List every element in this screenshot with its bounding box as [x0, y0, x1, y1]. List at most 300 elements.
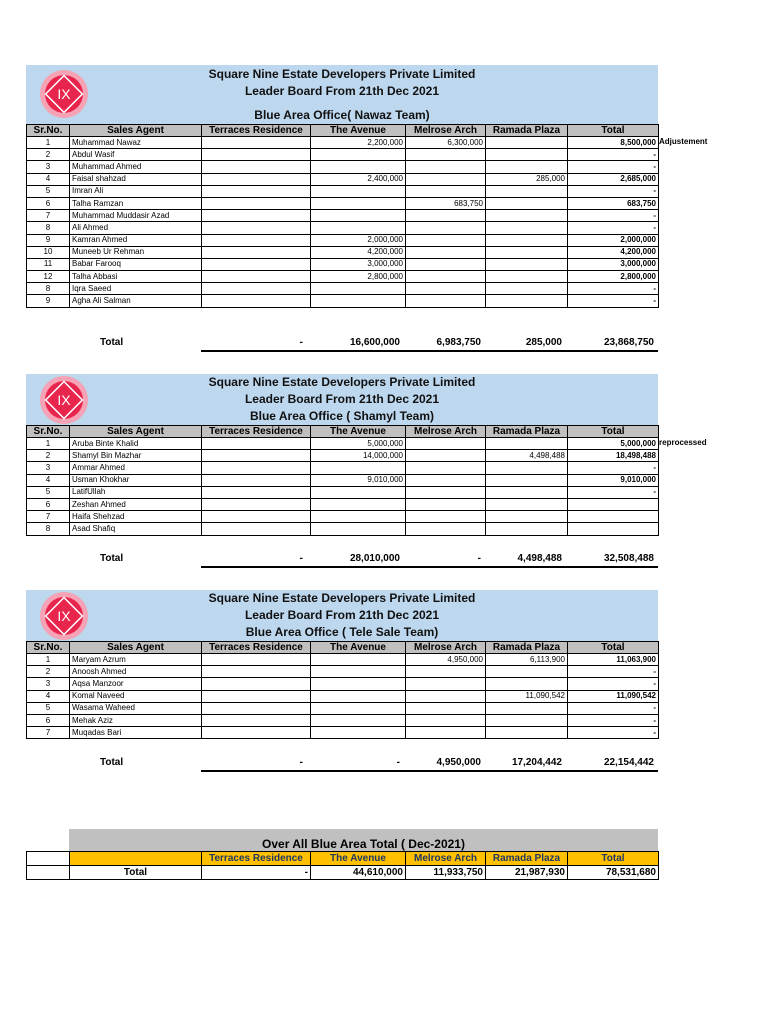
col-terraces: Terraces Residence — [202, 125, 311, 137]
ramada-cell — [486, 197, 568, 209]
terraces-cell — [202, 486, 311, 498]
row-note: Adjustement — [659, 137, 708, 146]
sr-cell: 7 — [27, 511, 70, 523]
ramada-cell — [486, 258, 568, 270]
sr-cell: 8 — [27, 222, 70, 234]
ramada-cell — [486, 474, 568, 486]
total-terraces: - — [299, 757, 303, 768]
ramada-cell — [486, 462, 568, 474]
section-header — [26, 65, 658, 124]
overall-total-label: Total — [70, 866, 202, 880]
column-header-row — [27, 125, 659, 137]
agent-row — [27, 702, 659, 714]
sr-cell: 8 — [27, 523, 70, 535]
sr-cell: 3 — [27, 161, 70, 173]
terraces-cell — [202, 137, 311, 149]
terraces-cell — [202, 523, 311, 535]
terraces-cell — [202, 222, 311, 234]
agent-name-cell: Talha Ramzan — [70, 197, 202, 209]
agent-name-cell: Kamran Ahmed — [70, 234, 202, 246]
terraces-cell — [202, 678, 311, 690]
ramada-cell: 4,498,488 — [486, 450, 568, 462]
agent-name-cell: Muqadas Bari — [70, 727, 202, 739]
agent-name-cell: Usman Khokhar — [70, 474, 202, 486]
terraces-cell — [202, 234, 311, 246]
agent-name-cell: Muneeb Ur Rehman — [70, 246, 202, 258]
melrose-cell — [406, 173, 486, 185]
terraces-cell — [202, 210, 311, 222]
ramada-cell: 285,000 — [486, 173, 568, 185]
agent-name-cell: Babar Farooq — [70, 258, 202, 270]
avenue-cell: 2,400,000 — [311, 173, 406, 185]
ramada-cell — [486, 271, 568, 283]
total-cell: 2,685,000 — [568, 173, 659, 185]
col-agent: Sales Agent — [70, 426, 202, 438]
sr-cell: 4 — [27, 690, 70, 702]
total-cell: - — [568, 702, 659, 714]
column-header-row — [27, 642, 659, 654]
total-cell: - — [568, 462, 659, 474]
avenue-cell — [311, 498, 406, 510]
terraces-cell — [202, 690, 311, 702]
avenue-cell — [311, 702, 406, 714]
agent-row — [27, 149, 659, 161]
sr-cell: 5 — [27, 486, 70, 498]
company-name: Square Nine Estate Developers Private Limited — [208, 591, 476, 605]
ramada-cell — [486, 137, 568, 149]
total-cell: - — [568, 149, 659, 161]
agent-name-cell: Agha Ali Salman — [70, 295, 202, 307]
total-cell: 683,750 — [568, 197, 659, 209]
overall-col-avenue: The Avenue — [311, 852, 406, 866]
col-agent: Sales Agent — [70, 125, 202, 137]
col-ramada: Ramada Plaza — [486, 125, 568, 137]
total-cell: - — [568, 185, 659, 197]
avenue-cell — [311, 678, 406, 690]
sr-cell: 2 — [27, 450, 70, 462]
col-sr: Sr.No. — [27, 125, 70, 137]
avenue-cell — [311, 523, 406, 535]
agent-name-cell: Muhammad Nawaz — [70, 137, 202, 149]
agent-row — [27, 511, 659, 523]
agent-row — [27, 295, 659, 307]
overall-ramada: 21,987,930 — [486, 866, 568, 880]
total-cell: - — [568, 295, 659, 307]
melrose-cell: 683,750 — [406, 197, 486, 209]
agent-name-cell: Ammar Ahmed — [70, 462, 202, 474]
sr-cell: 8 — [27, 283, 70, 295]
overall-header-row — [27, 852, 659, 866]
col-ramada: Ramada Plaza — [486, 642, 568, 654]
overall-melrose: 11,933,750 — [406, 866, 486, 880]
melrose-cell — [406, 222, 486, 234]
agent-row — [27, 283, 659, 295]
team-total-row — [26, 335, 658, 351]
sr-cell: 2 — [27, 149, 70, 161]
sr-cell: 3 — [27, 462, 70, 474]
agent-row — [27, 271, 659, 283]
avenue-cell — [311, 690, 406, 702]
melrose-cell — [406, 271, 486, 283]
overall-total-table — [26, 851, 659, 880]
col-agent: Sales Agent — [70, 642, 202, 654]
col-total: Total — [568, 125, 659, 137]
office-name: Blue Area Office ( Tele Sale Team) — [245, 625, 439, 639]
agent-row — [27, 258, 659, 270]
avenue-cell: 14,000,000 — [311, 450, 406, 462]
total-grand: 22,154,442 — [603, 757, 654, 768]
total-cell: - — [568, 283, 659, 295]
avenue-cell — [311, 654, 406, 666]
terraces-cell — [202, 149, 311, 161]
overall-col-melrose: Melrose Arch — [406, 852, 486, 866]
agent-row — [27, 222, 659, 234]
logo-text: IX — [57, 608, 71, 624]
sr-cell: 4 — [27, 474, 70, 486]
sr-cell: 5 — [27, 702, 70, 714]
avenue-cell — [311, 161, 406, 173]
total-label: Total — [100, 553, 124, 564]
avenue-cell: 3,000,000 — [311, 258, 406, 270]
col-avenue: The Avenue — [311, 426, 406, 438]
leaderboard-nawaz-team — [26, 65, 658, 308]
column-header-row — [27, 426, 659, 438]
sr-cell: 9 — [27, 234, 70, 246]
total-avenue: - — [396, 757, 400, 768]
terraces-cell — [202, 197, 311, 209]
agent-row — [27, 462, 659, 474]
agent-row — [27, 234, 659, 246]
melrose-cell — [406, 462, 486, 474]
total-cell: 4,200,000 — [568, 246, 659, 258]
avenue-cell — [311, 666, 406, 678]
melrose-cell — [406, 185, 486, 197]
team-total-row — [26, 551, 658, 567]
sr-cell: 1 — [27, 438, 70, 450]
overall-title: Over All Blue Area Total ( Dec-2021) — [69, 829, 658, 851]
agent-table — [26, 425, 659, 536]
terraces-cell — [202, 450, 311, 462]
avenue-cell — [311, 462, 406, 474]
melrose-cell — [406, 498, 486, 510]
total-cell: - — [568, 161, 659, 173]
sr-cell: 6 — [27, 197, 70, 209]
melrose-cell — [406, 161, 486, 173]
melrose-cell — [406, 450, 486, 462]
overall-terraces: - — [202, 866, 311, 880]
company-name: Square Nine Estate Developers Private Limited — [208, 375, 476, 389]
ramada-cell — [486, 283, 568, 295]
col-terraces: Terraces Residence — [202, 642, 311, 654]
agent-name-cell: Iqra Saeed — [70, 283, 202, 295]
terraces-cell — [202, 666, 311, 678]
terraces-cell — [202, 161, 311, 173]
sr-cell: 12 — [27, 271, 70, 283]
total-cell: - — [568, 210, 659, 222]
sr-cell: 3 — [27, 678, 70, 690]
col-avenue: The Avenue — [311, 125, 406, 137]
overall-col-terraces: Terraces Residence — [202, 852, 311, 866]
ramada-cell — [486, 295, 568, 307]
avenue-cell: 2,800,000 — [311, 271, 406, 283]
agent-row — [27, 654, 659, 666]
section-header — [26, 590, 658, 641]
col-sr: Sr.No. — [27, 642, 70, 654]
agent-name-cell: Ali Ahmed — [70, 222, 202, 234]
sr-cell: 1 — [27, 654, 70, 666]
melrose-cell — [406, 283, 486, 295]
agent-row — [27, 185, 659, 197]
ramada-cell — [486, 498, 568, 510]
terraces-cell — [202, 511, 311, 523]
ramada-cell: 6,113,900 — [486, 654, 568, 666]
melrose-cell — [406, 702, 486, 714]
agent-row — [27, 678, 659, 690]
agent-row — [27, 498, 659, 510]
overall-total-row — [27, 866, 659, 880]
sr-cell: 7 — [27, 727, 70, 739]
agent-row — [27, 714, 659, 726]
overall-row-blank — [27, 866, 70, 880]
ramada-cell — [486, 486, 568, 498]
col-melrose: Melrose Arch — [406, 125, 486, 137]
sr-cell: 4 — [27, 173, 70, 185]
avenue-cell — [311, 222, 406, 234]
melrose-cell — [406, 511, 486, 523]
avenue-cell — [311, 511, 406, 523]
office-name: Blue Area Office( Nawaz Team) — [254, 108, 430, 122]
total-cell: 3,000,000 — [568, 258, 659, 270]
agent-row — [27, 474, 659, 486]
total-cell: - — [568, 486, 659, 498]
agent-name-cell: Shamyl Bin Mazhar — [70, 450, 202, 462]
overall-col-total: Total — [568, 852, 659, 866]
total-cell: - — [568, 714, 659, 726]
total-underline — [201, 350, 658, 352]
terraces-cell — [202, 498, 311, 510]
agent-name-cell: Asad Shafiq — [70, 523, 202, 535]
total-cell — [568, 523, 659, 535]
col-ramada: Ramada Plaza — [486, 426, 568, 438]
agent-row — [27, 173, 659, 185]
agent-name-cell: Mehak Aziz — [70, 714, 202, 726]
overall-col-ramada: Ramada Plaza — [486, 852, 568, 866]
agent-row — [27, 486, 659, 498]
logo-text: IX — [57, 392, 71, 408]
agent-name-cell: Wasama Waheed — [70, 702, 202, 714]
total-melrose: 4,950,000 — [436, 757, 481, 768]
terraces-cell — [202, 173, 311, 185]
terraces-cell — [202, 258, 311, 270]
leaderboard-period: Leader Board From 21th Dec 2021 — [244, 608, 440, 622]
ramada-cell — [486, 523, 568, 535]
agent-name-cell: Aqsa Manzoor — [70, 678, 202, 690]
melrose-cell — [406, 690, 486, 702]
avenue-cell — [311, 486, 406, 498]
total-ramada: 17,204,442 — [511, 757, 562, 768]
total-label: Total — [100, 757, 124, 768]
agent-row — [27, 246, 659, 258]
melrose-cell — [406, 486, 486, 498]
sr-cell: 9 — [27, 295, 70, 307]
total-avenue: 28,010,000 — [349, 553, 400, 564]
terraces-cell — [202, 271, 311, 283]
total-cell — [568, 511, 659, 523]
agent-row — [27, 438, 659, 450]
agent-name-cell: Zeshan Ahmed — [70, 498, 202, 510]
melrose-cell — [406, 258, 486, 270]
ramada-cell — [486, 161, 568, 173]
melrose-cell — [406, 438, 486, 450]
melrose-cell — [406, 210, 486, 222]
agent-name-cell: Imran Ali — [70, 185, 202, 197]
total-underline — [201, 770, 658, 772]
total-avenue: 16,600,000 — [349, 337, 400, 348]
total-cell: 11,063,900 — [568, 654, 659, 666]
ramada-cell — [486, 222, 568, 234]
avenue-cell — [311, 197, 406, 209]
terraces-cell — [202, 246, 311, 258]
total-cell — [568, 498, 659, 510]
ramada-cell — [486, 666, 568, 678]
total-ramada: 285,000 — [525, 337, 562, 348]
agent-row — [27, 161, 659, 173]
sr-cell: 5 — [27, 185, 70, 197]
overall-blank-orange — [70, 852, 202, 866]
sr-cell: 11 — [27, 258, 70, 270]
sr-cell: 10 — [27, 246, 70, 258]
ramada-cell — [486, 246, 568, 258]
total-cell: - — [568, 222, 659, 234]
ramada-cell — [486, 727, 568, 739]
melrose-cell — [406, 714, 486, 726]
total-cell: 2,000,000 — [568, 234, 659, 246]
avenue-cell — [311, 283, 406, 295]
col-total: Total — [568, 642, 659, 654]
melrose-cell — [406, 727, 486, 739]
melrose-cell — [406, 666, 486, 678]
total-cell: 5,000,000 — [568, 438, 659, 450]
total-ramada: 4,498,488 — [517, 553, 562, 564]
avenue-cell — [311, 210, 406, 222]
agent-table — [26, 641, 659, 739]
terraces-cell — [202, 438, 311, 450]
terraces-cell — [202, 462, 311, 474]
total-cell: 9,010,000 — [568, 474, 659, 486]
agent-row — [27, 727, 659, 739]
total-cell: 8,500,000 — [568, 137, 659, 149]
ramada-cell — [486, 678, 568, 690]
row-note: reprocessed — [659, 438, 707, 447]
ramada-cell — [486, 714, 568, 726]
terraces-cell — [202, 185, 311, 197]
total-melrose: 6,983,750 — [436, 337, 481, 348]
col-melrose: Melrose Arch — [406, 642, 486, 654]
agent-name-cell: Maryam Azrum — [70, 654, 202, 666]
melrose-cell — [406, 523, 486, 535]
ramada-cell — [486, 702, 568, 714]
melrose-cell — [406, 234, 486, 246]
ramada-cell — [486, 149, 568, 161]
total-cell: - — [568, 727, 659, 739]
office-name: Blue Area Office ( Shamyl Team) — [249, 409, 435, 423]
melrose-cell: 4,950,000 — [406, 654, 486, 666]
agent-name-cell: Anoosh Ahmed — [70, 666, 202, 678]
melrose-cell — [406, 678, 486, 690]
agent-row — [27, 137, 659, 149]
section-header — [26, 374, 658, 425]
agent-name-cell: Faisal shahzad — [70, 173, 202, 185]
leaderboard-shamyl-team — [26, 374, 658, 536]
leaderboard-period: Leader Board From 21th Dec 2021 — [244, 84, 440, 98]
total-cell: 18,498,488 — [568, 450, 659, 462]
avenue-cell: 4,200,000 — [311, 246, 406, 258]
sr-cell: 2 — [27, 666, 70, 678]
avenue-cell: 2,200,000 — [311, 137, 406, 149]
total-grand: 23,868,750 — [603, 337, 654, 348]
avenue-cell: 5,000,000 — [311, 438, 406, 450]
total-terraces: - — [299, 553, 303, 564]
agent-name-cell: LatifUllah — [70, 486, 202, 498]
agent-name-cell: Haifa Shehzad — [70, 511, 202, 523]
melrose-cell — [406, 295, 486, 307]
col-total: Total — [568, 426, 659, 438]
avenue-cell — [311, 185, 406, 197]
agent-name-cell: Muhammad Ahmed — [70, 161, 202, 173]
avenue-cell: 9,010,000 — [311, 474, 406, 486]
avenue-cell — [311, 295, 406, 307]
total-melrose: - — [477, 553, 481, 564]
avenue-cell — [311, 149, 406, 161]
sr-cell: 7 — [27, 210, 70, 222]
avenue-cell — [311, 714, 406, 726]
total-grand: 32,508,488 — [603, 553, 654, 564]
overall-total: 78,531,680 — [568, 866, 659, 880]
col-sr: Sr.No. — [27, 426, 70, 438]
terraces-cell — [202, 295, 311, 307]
overall-avenue: 44,610,000 — [311, 866, 406, 880]
col-melrose: Melrose Arch — [406, 426, 486, 438]
company-name: Square Nine Estate Developers Private Limited — [208, 67, 476, 81]
melrose-cell — [406, 246, 486, 258]
agent-row — [27, 690, 659, 702]
agent-row — [27, 210, 659, 222]
ramada-cell — [486, 234, 568, 246]
ramada-cell — [486, 511, 568, 523]
terraces-cell — [202, 702, 311, 714]
agent-row — [27, 666, 659, 678]
total-cell: 11,090,542 — [568, 690, 659, 702]
total-cell: 2,800,000 — [568, 271, 659, 283]
agent-row — [27, 197, 659, 209]
ramada-cell: 11,090,542 — [486, 690, 568, 702]
total-underline — [201, 566, 658, 568]
avenue-cell: 2,000,000 — [311, 234, 406, 246]
terraces-cell — [202, 727, 311, 739]
agent-row — [27, 450, 659, 462]
team-total-row — [26, 755, 658, 771]
logo-text: IX — [57, 86, 71, 102]
agent-name-cell: Muhammad Muddasir Azad — [70, 210, 202, 222]
melrose-cell: 6,300,000 — [406, 137, 486, 149]
leaderboard-period: Leader Board From 21th Dec 2021 — [244, 392, 440, 406]
agent-name-cell: Komal Naveed — [70, 690, 202, 702]
ramada-cell — [486, 438, 568, 450]
overall-blank-cell — [27, 852, 70, 866]
ramada-cell — [486, 185, 568, 197]
total-label: Total — [100, 337, 124, 348]
agent-name-cell: Abdul Wasif — [70, 149, 202, 161]
